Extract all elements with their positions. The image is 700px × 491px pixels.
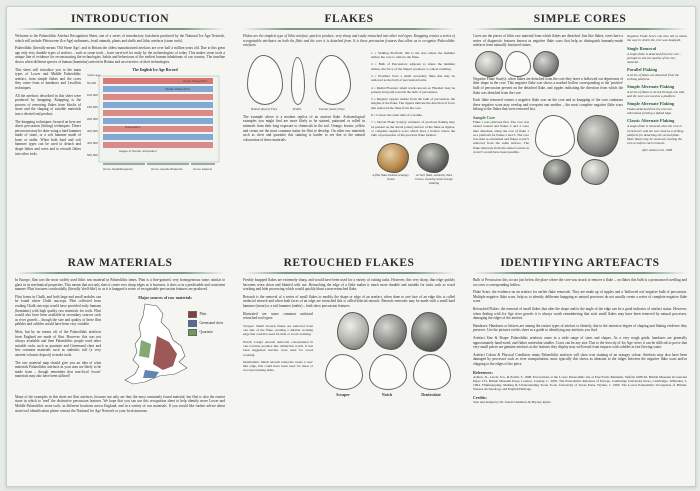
figure-label: Ventral (lower) Face (250, 106, 278, 111)
period-label: Palaeolithic (125, 124, 141, 129)
raw-paragraph-3: Most, but by no means all, of the Palaeolithic artefacts from England are made of flint. However, this was not always available and then Palaeolithic people used other suitable rocks such as quartzite and Greensand chert and less common materials such as andesitic tuff (a very ancient volcanic deposit) to make tools. (15, 329, 101, 357)
tick-label: 200,000 (87, 116, 98, 121)
identify-paragraph-5: Artefact Size & Shape: Palaeolithic artefacts come in a wide range of sizes and shapes. As a very rough guide, handaxes are generally approximately hand-sized, and flakes somewhat smaller. Cores can be any size. Due to the ferocity of Ice Age rivers it can be difficult to prove that very small pieces are genuine artefacts as the features they display may well result from impacts with cobbles in fast flowing water. (473, 335, 687, 350)
flake-profile-drawing (291, 57, 305, 105)
raw-paragraph-5: Many of the examples in this sheet are flint artefacts, because not only are they the most commonly found material, but flint is also the easiest stone in which to 'read' the distinctive percussion features. We hope that you can use this recognition sheet to help identify more Lower and Middle Palaeolithic stone tools, in different locations across England, and in a variety of raw materials. If you would like further advice about stone tool identification please contact the National Ice Age Network or your local museum. (15, 394, 225, 413)
photo-caption: A chert flake, naturally dark brown, showing some orange staining (415, 172, 453, 185)
chart-tick-labels (87, 81, 98, 157)
retouched-paragraph-3: Illustrated are some common unifacial retouched tool types: (243, 311, 313, 321)
tool-label: Denticulate (421, 391, 441, 397)
flakes-staining-paragraph: The example above is a modern replica of an ancient flake. Archaeological examples you might find are more likely to be stained, patinated or rolled in minerals from their long exposure to chemicals in the soil. Orange, brown, yellow and cream are the most common stains for flint to develop. On other raw materials such as chert and quartzite this staining is harder to see due to the natural colouration of these materials. (243, 114, 365, 142)
feature-item: 1 = Striking Platform: this is the area where the hammer strikes the core to remove the flake. (371, 50, 455, 60)
side-note: Negative Flake Scars can also tell us about the way in which the core was knapped. (627, 34, 687, 43)
identify-paragraph-3: Retouched Flakes: the removal of small flakes that alter the shape and/or the angle of the edge can be a good indicator of artefact status. However, when dealing with Ice Age river gravels it is always worth remembering that such small flakes may have been removed by natural processes, damaging the edges of the artefact. (473, 306, 687, 321)
core-type-item: Simple Alternate Flaking Flakes detached from the core are alternated, forming a flaked edge. (627, 101, 675, 116)
identifying-artefacts-panel (473, 257, 687, 479)
temperature-bands (103, 78, 213, 148)
title-divider (243, 28, 455, 30)
identify-paragraph-1: Bulb of Percussion: this occurs just below the place where the core was struck to remove a flake – on flakes this bulb is a pronounced swelling and on cores a corresponding hollow. (473, 278, 687, 287)
species-label: Homo neanderthalensis (151, 166, 183, 171)
tool-photo (337, 312, 369, 350)
legend-item: Greensand chert (188, 320, 223, 327)
tool-photo (373, 314, 407, 350)
retouched-flakes-title: RETOUCHED FLAKES (283, 257, 415, 269)
introduction-title: INTRODUCTION (70, 13, 169, 25)
denticulate-description: Denticulate: Small retouch removals create a 'saw' like edge, this could have been used for meat or wood processing tasks. (243, 359, 313, 373)
title-divider (15, 28, 225, 30)
flake-dorsal-drawing (315, 55, 351, 105)
figure-label: Dorsal (outer) Face (319, 106, 345, 111)
citation-label: after Ashton et al. 1998 (642, 147, 672, 152)
species-label: Homo heidelbergensis (103, 166, 133, 171)
sample-core-photo (577, 115, 619, 157)
sample-core-text: Flake 1 was removed first. The core was turned around and flakes 2 and 3 were then detached, using the scar of flake 1 as a platform for flakes 2 and 3. The core was then re-orientated and flakes 4 and 5 removed from the same surface. The flake removals from the same location as 4 and 5 would have been possible. (473, 119, 529, 155)
title-divider (473, 28, 687, 30)
identify-paragraph-2: Flake Scars: the evidence on an artefact for earlier flake removals. They are made up of ripples and a 'hollowed out' negative bulb of percussion. Multiple negative flake scars, help us to identify deliberate knapping as natural processes do not usually create a series of complete negative flake scars. (473, 290, 687, 304)
identify-paragraph-4: Handaxes: Handaxes or bifaces are among the easiest types of artefact to identify, due to the intensive degree of shaping and flaking evidence they preserve. Use the pictures on this sheet as a guide to identifying any artefacts you find. (473, 323, 687, 333)
introduction-panel (15, 13, 225, 249)
core-drawing (505, 51, 531, 77)
retouched-tools-figure (317, 312, 455, 432)
tool-label: Scraper (336, 391, 350, 397)
notch-description: Notch: Larger retouch removals concentrated in one location produce this distinctive notch. It has been suggested notches were used for wood working. (243, 339, 313, 357)
core-photo (533, 51, 559, 77)
credits-text: Text and design by Dr. Jonati Chambers & Bryony Ryder (473, 399, 551, 404)
feature-item: 7 = Dorsal Flake Scar(s): evidence of previous flaking may be present on the dorsal (outer) surface of the flake as ripples, or complete negative scars which have a hollow where the bulb of percussion of the previous flake formed. (371, 120, 455, 138)
credits-heading: Credits: (473, 394, 487, 400)
period-label: Upper Palaeolithic (183, 78, 208, 83)
scraper-description: Scraper: Small retouch flakes are removed from one side of the flake, creating a durable working edge that could be used for hide or wood working. (243, 323, 313, 337)
map-title: Major sources of raw materials (138, 294, 192, 300)
intro-paragraph-5: The knapping techniques focused on here are direct percussion (hitting) techniques. Direct percussion may be done using a hard hammer made of stone, or a soft hammer made of bone or antler. When both hard and soft hammer types can be used to detach and shape flakes and cores and to retouch flakes into other tools. (15, 119, 81, 156)
intro-paragraph-2: Palaeolithic (literally means 'Old Stone Age', and in Britain the oldest manufactured artefacts are over half a million years old. Due to this great age only very durable types of artefact – such as stone tools – have survived for study by the archaeologists of today. This makes stone tools a unique line of evidence for reconstructing the technologies, habits and behaviours of the earliest human inhabitants of our country. The timeline shows when different species of human (hominins) arrived in Britain and an overview of their technologies. (15, 46, 225, 64)
sample-core-drawing (535, 115, 575, 157)
legend-item: Flint (188, 311, 223, 318)
cores-paragraph-1: Cores are the pieces of lithic raw material from which flakes are detached. Just like flakes, cores have a series of diagnostic features known as negative flake scars that help us distinguish humanly-made artefacts from naturally fractured stones. (473, 34, 623, 48)
raw-paragraph-1: In Europe, flint was the most widely used lithic raw material in Palaeolithic times. Flint is a fine-grained, very homogeneous stone, similar to glass in its mechanical properties. This means that not only does it create very sharp edges as it fractures, it does so in a predictable and consistent manner. Flint fractures conchoidally (literally 'shell-like') so as it is knapped a series of recognisable percussion features are produced. (15, 278, 225, 292)
core-types-sidebar (627, 34, 687, 185)
tick-label: 150,000 (87, 104, 98, 109)
factsheet (6, 6, 696, 487)
sample-core-photo (543, 159, 571, 185)
feature-item: 6 = Cortex: the outer skin of a nodule. (371, 113, 423, 118)
tick-label: 500,000 (87, 152, 98, 157)
title-divider (243, 272, 455, 274)
species-label: Homo sapiens (193, 166, 213, 171)
identifying-artefacts-title: IDENTIFYING ARTEFACTS (500, 257, 660, 269)
chert-flake-photo (417, 143, 449, 173)
notch-drawing (369, 354, 407, 390)
title-divider (15, 272, 225, 274)
period-label: Middle Palaeolithic (165, 86, 191, 91)
sample-core-photo (581, 159, 609, 185)
raw-paragraph-4: The raw material map should give you an idea of what materials Palaeolithic artefacts in your area are likely to be made from – though remember that non-local 'exotic' materials may also have been utilised! (15, 360, 101, 379)
simple-cores-panel (473, 13, 687, 249)
tool-label: Notch (381, 391, 393, 397)
intro-paragraph-1: Welcome to the Palaeolithic Artefact Recognition Sheet, one of a series of introductory factsheets produced by the National Ice Age Network, which will include Pleistocene (Ice Age) sediments, fossil animals, plants and shells and lithic artefacts (stone tools). (15, 34, 225, 43)
retouched-paragraph-2: Retouch is the removal of a series of small flakes to modify the shape or edge of an artefact, when done to one face of an edge this is called unifacial retouch and when both faces of an edge are retouched this is called bifacial retouch. Retouch removals may be made with a small hard hammer (stone) or a soft hammer (antler) – both show percussion features. (243, 294, 455, 308)
core-photo (475, 51, 503, 77)
title-divider (473, 272, 687, 274)
identify-paragraph-6: Artefact Colour & Physical Condition: many Palaeolithic artefacts will show iron staining of an orangey colour. Artefacts may also have been damaged by processes such as river transportation; most typically this shows as abrasion to the ridges between the negative flake scars and/or chipping to the edges of the piece. (473, 352, 687, 366)
feature-item: 5 = Ripples: ripples radiate from the bulb of percussion, the lengths of the flake. The ripples indicate the direction of force that removed the flake from the core. (371, 97, 455, 110)
retouched-paragraph-1: Freshly knapped flakes are extremely sharp, and would have been used for a variety of cutting tasks. However, this very sharp, thin edge quickly becomes worn down and blunted with use. Retouching the edge of a flake makes it much more durable and suitable for tasks such as wood working and hide processing which would quickly blunt a non-retouched flake. (243, 278, 455, 292)
map-legend (188, 311, 223, 338)
denticulate-drawing (413, 354, 451, 390)
references-heading: References: (473, 369, 493, 375)
references-text: Ashton, N., Lewis, S.G. & Parfitt, S. 1998. Excavations at the Lower Palaeolithic site at East Farm, Barnham, Suffolk 1989-94. British Museum Occasional Paper 125, British Museum Press, London. Cassidy, C. 2005. The Palaeolithic Relatives of Europe. Cambridge University Press, Cambridge. Whittaker, J. 1994. Flintknapping: Making & Understanding Stone Tools. University of Texas Press. Wymer, J. 1999. The Lower Palaeolithic Occupation of Britain. Wessex Archaeology and English Heritage. (473, 374, 687, 392)
chart-graphic (85, 72, 223, 184)
feature-item: 3 = Eraillure Scar: a small secondary flake that may be removed as the bulb of percussion forms. (371, 73, 455, 83)
intro-paragraph-3: This sheet will introduce you to the main types of Lower and Middle Palaeolithic artefact, from simple flakes and the cores they come from to handaxes and Levallois techniques. (15, 67, 81, 90)
simple-cores-title: SIMPLE CORES (533, 13, 627, 25)
flakes-intro: Flakes are the simplest type of lithic artefact; quick to produce, very sharp and easily retouched into other tool types. Knapping creates a series of recognisable attributes on both the flake and the core it is detached from. It is these percussion features that allow us to recognise Palaeolithic artefacts. (243, 34, 455, 48)
core-type-item: Single Removal A single flake is detached from the core – perhaps to test the quality of the raw material. (627, 45, 682, 64)
cores-paragraph-2: Negative Flake Scar(s): when flakes are detached from the core they leave a hollowed out depression of their shape in the core. This negative flake scar shows a marked hollow corresponding to the 'positive' bulb of percussion present on the detached flake, and ripples indicating the direction from which the flake was detached from the core. (473, 76, 623, 95)
core-type-item: Simple Alternate Flaking A series of flakes is struck through one side, and the scars are used as a platform. (627, 84, 685, 99)
retouched-flakes-panel (243, 257, 455, 479)
tool-photo (411, 312, 447, 352)
raw-paragraph-2: Flint forms in Chalk, and both large and small nodules can be found where Chalk outcrops. Flint collected from eroding Chalk outcrops would have provided early humans (hominins) with high quality raw materials for tools. Flint would also have been available in secondary sources such as river gravels – though the size and quality of these flint pebbles and cobbles would have been very variable. (15, 294, 101, 327)
feature-item: 4 = Radial Fissures: small cracks known as 'Hackles' may be present and point towards the bulb of percussion. (371, 85, 455, 94)
scraper-drawing (325, 354, 363, 390)
flakes-title: FLAKES (324, 13, 374, 25)
tick-label: 100,000 (87, 92, 98, 97)
photo-caption: A flint flake stained orangey-brown (372, 172, 410, 181)
tick-label: 50,000 (87, 80, 97, 85)
figure-label: Profile (292, 106, 302, 111)
tick-label: 300,000 (87, 128, 98, 133)
core-type-item: Classic Alternate Flaking A single flake is removed, then the core is turned over and the scar used as a striking platform for detaching the second flake. More flakes may be removed, rotating the core as before each removal. (627, 118, 684, 145)
flake-ventral-drawing (247, 55, 283, 105)
core-type-item: Parallel Flaking A series of flakes are detached from the striking platform. (627, 66, 679, 81)
stained-flint-flake-photo (377, 143, 409, 173)
cores-paragraph-3: Each flake removed creates a negative flake scar on the core and as knapping of the core continues these negative scars may overlap and overprint one another – the most complete negative flake scars belong to the flakes that were removed last. (473, 98, 623, 112)
raw-materials-panel (15, 257, 225, 479)
legend-item: Quartzite (188, 329, 223, 336)
intro-paragraph-4: All the artefacts described in this sheet were produced by knapping. Knapping is the process of removing flakes from blocks of stone and the shaping of suitable materials into a desired end product. (15, 93, 81, 116)
ice-age-chart (85, 68, 225, 188)
raw-materials-map (105, 295, 225, 395)
sample-core-heading: Sample Core (473, 114, 496, 120)
feature-item: 2 = Bulb of Percussion: adjacent to where the hammer strikes, the force of the impact produces a conical swelling. (371, 62, 455, 71)
tick-label: 400,000 (87, 140, 98, 145)
flakes-panel (243, 13, 455, 249)
period-label: stages of human occupation (119, 148, 157, 153)
raw-materials-title: RAW MATERIALS (67, 257, 173, 269)
chart-title: The English Ice Age Record (132, 67, 178, 72)
years-label: Years ago (87, 72, 101, 77)
